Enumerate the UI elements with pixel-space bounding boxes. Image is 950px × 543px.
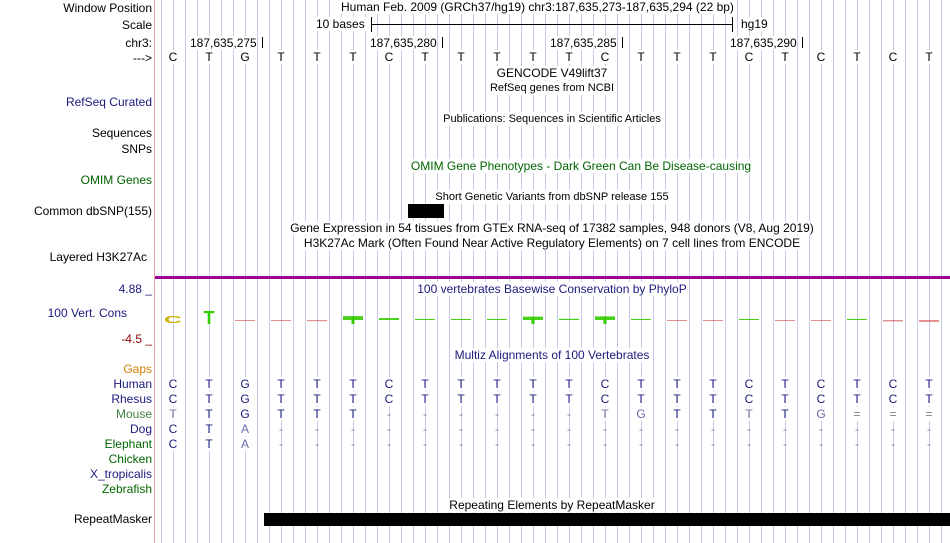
alignment-base: T [202,422,216,436]
alignment-base: - [459,422,463,436]
chromosome-label: chr3: [125,36,152,50]
alignment-base: A [238,422,252,436]
grid-line [893,0,894,543]
grid-line [161,0,162,543]
layered-h3k27ac-label[interactable]: Layered H3K27Ac [49,250,147,264]
alignment-base: T [562,392,576,406]
phylop-bar [703,320,723,321]
alignment-base: - [279,422,283,436]
coord-label-4: 187,635,290 [730,36,797,50]
alignment-base: T [490,377,504,391]
grid-line [677,0,678,543]
phylop-bar [883,320,903,321]
alignment-base: C [598,377,612,391]
phylop-logo-letter: C [163,314,183,326]
phylop-max-label: 4.88 _ [118,282,152,296]
grid-line [881,0,882,543]
alignment-base: T [274,407,288,421]
alignment-base: - [603,422,607,436]
reference-base: C [814,50,828,64]
reference-base: T [346,50,360,64]
reference-base: T [526,50,540,64]
grid-line [341,0,342,543]
grid-line [461,0,462,543]
grid-line [617,0,618,543]
scale-text: 10 bases [316,17,365,31]
alignment-base: - [279,437,283,451]
reference-base: T [274,50,288,64]
alignment-base: - [495,407,499,421]
alignment-base: - [891,422,895,436]
grid-line [929,0,930,543]
repeatmasker-label[interactable]: RepeatMasker [73,512,152,526]
alignment-base: - [423,437,427,451]
omim-phenotypes-track-title[interactable]: OMIM Gene Phenotypes - Dark Green Can Be Disease-causing [410,159,752,173]
scale-label: Scale [121,18,152,32]
alignment-base: - [531,437,535,451]
phylop-min-label: -4.5 _ [121,332,152,346]
strand-label: ---> [133,51,152,65]
alignment-base: - [459,407,463,421]
dbsnp-track-title[interactable]: Short Genetic Variants from dbSNP release 155 [435,191,669,203]
repeatmasker-track-title[interactable]: Repeating Elements by RepeatMasker [449,498,655,512]
reference-base: T [850,50,864,64]
alignment-base: T [526,377,540,391]
alignment-base: C [166,377,180,391]
grid-line [329,0,330,543]
alignment-base: G [238,392,252,406]
alignment-base: - [387,437,391,451]
grid-line [293,0,294,543]
alignment-base: C [382,377,396,391]
alignment-base: - [315,437,319,451]
alignment-base: T [850,392,864,406]
grid-line [245,0,246,543]
grid-line [209,0,210,543]
phylop-bar [451,319,471,320]
alignment-base: = [850,407,864,421]
grid-line [185,0,186,543]
phylop-bar [667,320,687,321]
alignment-base: - [567,422,571,436]
sequences-label[interactable]: Sequences [91,126,152,140]
alignment-base: T [454,392,468,406]
grid-line [437,0,438,543]
alignment-base: T [706,392,720,406]
alignment-base: T [202,407,216,421]
alignment-base: - [783,422,787,436]
alignment-base: T [598,407,612,421]
phylop-plot[interactable] [155,300,950,340]
phylop-bar [415,319,435,320]
coord-tick-2 [442,37,443,48]
grid-line [197,0,198,543]
reference-base: T [670,50,684,64]
grid-line [785,0,786,543]
phylop-track-title[interactable]: 100 vertebrates Basewise Conservation by PhyloP [417,282,687,296]
phylop-bar [811,320,831,321]
grid-line [821,0,822,543]
grid-line [473,0,474,543]
grid-line [269,0,270,543]
alignment-base: T [634,392,648,406]
grid-line [221,0,222,543]
alignment-base: T [310,392,324,406]
alignment-base: - [567,437,571,451]
grid-line [689,0,690,543]
reference-base: C [382,50,396,64]
alignment-base: T [274,377,288,391]
alignment-base: - [495,422,499,436]
species-label[interactable]: Dog [129,422,152,436]
phylop-stem [604,316,607,324]
alignment-base: G [814,407,828,421]
species-label[interactable]: X_tropicalis [89,467,152,481]
alignment-base: - [531,422,535,436]
coord-tick-4 [802,37,803,48]
grid-line [845,0,846,543]
grid-line [809,0,810,543]
gencode-track-title[interactable]: GENCODE V49lift37 [496,66,608,80]
refseq-track-subtitle[interactable]: RefSeq genes from NCBI [489,82,615,94]
alignment-base: T [670,407,684,421]
alignment-base: C [814,392,828,406]
alignment-base: - [459,437,463,451]
species-label[interactable]: Mouse [115,407,152,421]
h3k27ac-track-title[interactable]: H3K27Ac Mark (Often Found Near Active Regulatory Elements) on 7 cell lines from ENCODE [303,236,801,250]
grid-line [737,0,738,543]
grid-line [485,0,486,543]
alignment-base: C [166,437,180,451]
grid-line [653,0,654,543]
reference-base: T [922,50,936,64]
alignment-base: - [387,407,391,421]
grid-line [701,0,702,543]
phylop-bar [487,319,507,320]
reference-base: T [634,50,648,64]
alignment-base: = [886,407,900,421]
alignment-base: - [819,422,823,436]
alignment-base: - [351,437,355,451]
alignment-base: - [531,407,535,421]
alignment-base: C [166,422,180,436]
dbsnp-variant-block[interactable] [408,204,444,218]
phylop-stem [532,317,535,324]
grid-line [425,0,426,543]
alignment-base: T [490,392,504,406]
grid-line [317,0,318,543]
alignment-base: C [886,392,900,406]
scale-bar-line [371,24,733,25]
gaps-label[interactable]: Gaps [123,362,152,376]
multiz-track-title[interactable]: Multiz Alignments of 100 Vertebrates [454,348,650,362]
reference-base: T [562,50,576,64]
alignment-base: - [387,422,391,436]
alignment-base: - [639,437,643,451]
phylop-stem [352,316,355,324]
reference-base: C [166,50,180,64]
phylop-bar [631,319,651,320]
reference-base: C [742,50,756,64]
grid-line [449,0,450,543]
alignment-base: T [742,407,756,421]
grid-line [257,0,258,543]
reference-base: T [202,50,216,64]
alignment-base: T [526,392,540,406]
grid-line [905,0,906,543]
track-label-column [0,0,154,543]
phylop-bar [235,320,255,321]
grid-line [833,0,834,543]
grid-line [713,0,714,543]
alignment-base: C [886,377,900,391]
alignment-base: - [351,422,355,436]
phylop-bar [847,319,867,320]
reference-base: T [778,50,792,64]
alignment-base: C [742,392,756,406]
alignment-base: - [855,422,859,436]
assembly-text: hg19 [741,17,768,31]
alignment-base: C [742,377,756,391]
alignment-base: T [166,407,180,421]
species-label[interactable]: Elephant [104,437,152,451]
alignment-base: - [711,437,715,451]
grid-line [305,0,306,543]
phylop-bar [307,320,327,321]
species-label[interactable]: Human [113,377,152,391]
alignment-base: - [747,437,751,451]
grid-line [665,0,666,543]
phylop-bar [379,318,399,320]
reference-base: T [310,50,324,64]
alignment-base: T [274,392,288,406]
grid-line [365,0,366,543]
alignment-base: - [819,437,823,451]
reference-base: T [418,50,432,64]
grid-line [941,0,942,543]
alignment-base: - [639,422,643,436]
omim-genes-label[interactable]: OMIM Genes [80,173,152,187]
coord-label-3: 187,635,285 [550,36,617,50]
100-vert-cons-label[interactable]: 100 Vert. Cons [47,306,127,320]
grid-line [377,0,378,543]
alignment-base: C [382,392,396,406]
phylop-bar [559,319,579,320]
alignment-base: T [922,377,936,391]
alignment-base: T [562,377,576,391]
alignment-base: - [783,437,787,451]
alignment-base: T [778,407,792,421]
window-position-text: Human Feb. 2009 (GRCh37/hg19) chr3:187,635,273-187,635,294 (22 bp) [341,0,734,14]
alignment-base: T [778,392,792,406]
reference-base: T [454,50,468,64]
species-label[interactable]: Zebrafish [101,482,152,496]
grid-line [353,0,354,543]
phylop-bar [271,320,291,321]
phylop-bar [739,319,759,320]
alignment-base: T [454,377,468,391]
alignment-base: = [922,407,936,421]
alignment-base: T [346,407,360,421]
scale-bar-right-tick [732,17,733,32]
alignment-base: - [891,437,895,451]
alignment-base: T [634,377,648,391]
reference-base: C [598,50,612,64]
snps-label[interactable]: SNPs [121,142,152,156]
alignment-base: T [706,377,720,391]
scale-bar-left-tick [371,17,372,32]
alignment-base: - [675,437,679,451]
alignment-base: T [202,377,216,391]
publications-track-title[interactable]: Publications: Sequences in Scientific Articles [443,113,661,125]
grid-line [761,0,762,543]
alignment-base: - [855,437,859,451]
grid-line [725,0,726,543]
species-label[interactable]: Chicken [108,452,152,466]
grid-line [917,0,918,543]
phylop-logo-letter: T [203,308,215,328]
phylop-bar [775,320,795,321]
alignment-base: A [238,437,252,451]
alignment-base: C [166,392,180,406]
alignment-base: T [346,392,360,406]
alignment-base: - [675,422,679,436]
alignment-base: T [418,392,432,406]
alignment-base: T [778,377,792,391]
repeatmasker-element-block[interactable] [264,513,950,526]
alignment-base: - [567,407,571,421]
grid-line [857,0,858,543]
alignment-base: - [423,407,427,421]
alignment-base: T [670,392,684,406]
grid-line [401,0,402,543]
alignment-base: C [598,392,612,406]
grid-line [233,0,234,543]
grid-line [797,0,798,543]
grid-line [869,0,870,543]
reference-base: G [238,50,252,64]
grid-line [413,0,414,543]
h3k27ac-signal-band [155,276,950,279]
gtex-track-title[interactable]: Gene Expression in 54 tissues from GTEx RNA-seq of 17382 samples, 948 donors (V8, Aug 2019) [290,221,814,235]
alignment-base: T [310,377,324,391]
common-dbsnp-label[interactable]: Common dbSNP(155) [33,204,152,218]
alignment-base: G [238,377,252,391]
grid-line [173,0,174,543]
grid-line [281,0,282,543]
alignment-base: T [202,437,216,451]
grid-line [389,0,390,543]
reference-base: T [490,50,504,64]
alignment-base: G [238,407,252,421]
alignment-base: - [927,437,931,451]
coord-label-2: 187,635,280 [370,36,437,50]
alignment-base: C [814,377,828,391]
alignment-base: T [418,377,432,391]
grid-line [641,0,642,543]
reference-base: C [886,50,900,64]
alignment-base: - [747,422,751,436]
species-label[interactable]: Rhesus [111,392,152,406]
coord-tick-3 [622,37,623,48]
alignment-base: - [315,422,319,436]
refseq-curated-label[interactable]: RefSeq Curated [65,95,152,109]
coord-tick-1 [262,37,263,48]
track-display-area[interactable] [155,0,950,543]
alignment-base: T [310,407,324,421]
coord-label-1: 187,635,275 [190,36,257,50]
phylop-bar [919,320,939,322]
alignment-base: T [850,377,864,391]
alignment-base: T [346,377,360,391]
alignment-base: G [634,407,648,421]
alignment-base: T [670,377,684,391]
alignment-base: - [927,422,931,436]
window-position-label: Window Position [63,1,152,15]
alignment-base: T [202,392,216,406]
grid-line [629,0,630,543]
grid-line [749,0,750,543]
alignment-base: - [603,437,607,451]
alignment-base: - [711,422,715,436]
alignment-base: T [922,392,936,406]
reference-base: T [706,50,720,64]
alignment-base: T [706,407,720,421]
grid-line [773,0,774,543]
alignment-base: - [423,422,427,436]
alignment-base: - [495,437,499,451]
